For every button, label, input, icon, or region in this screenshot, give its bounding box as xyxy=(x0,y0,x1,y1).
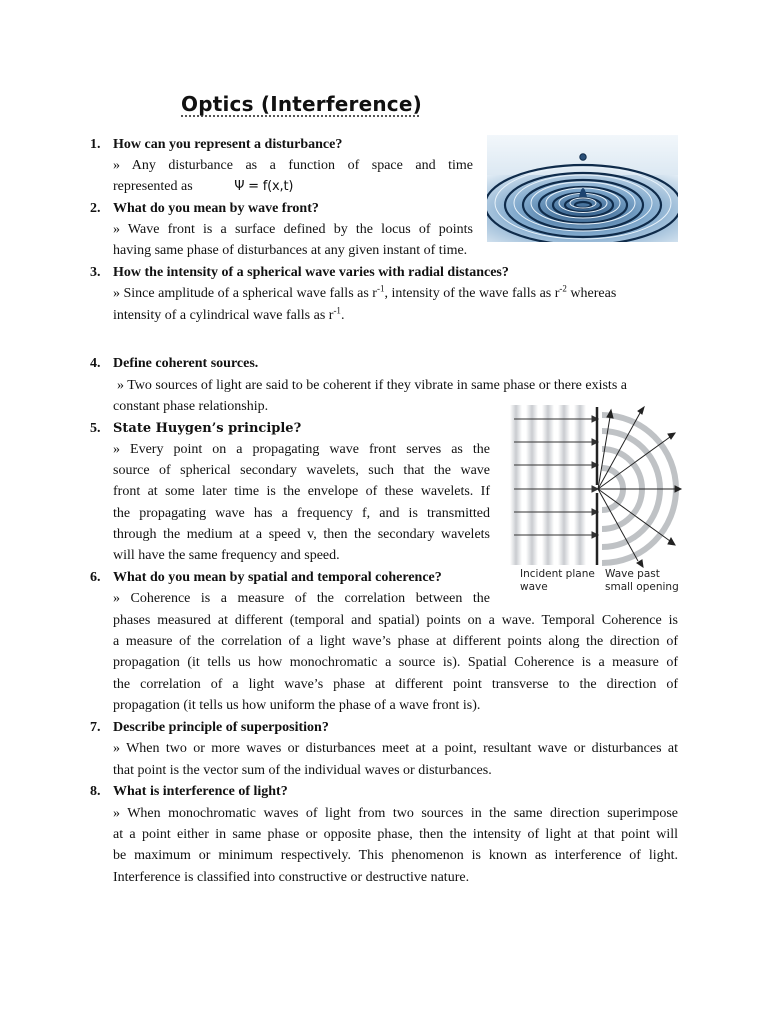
answer-line: Interference is classified into constructive or destructive nature. xyxy=(113,870,470,885)
answer-line: » Coherence is a measure of the correlation between the xyxy=(113,591,490,606)
answer-line: a measure of the correlation of a light wave’s phase at different points along the direction of xyxy=(113,634,678,649)
page-title: Optics (Interference) xyxy=(181,92,422,116)
question-number: 7. xyxy=(90,720,101,735)
huygens-diffraction-diagram xyxy=(508,405,685,568)
answer-line: front at some later time is the envelope of these wavelets. If xyxy=(113,484,490,499)
caption-wave-past-opening xyxy=(605,568,679,594)
answer-line: » Two sources of light are said to be coherent if they vibrate in same phase or there exists a xyxy=(117,378,627,393)
answer-line: » Any disturbance as a function of space and time xyxy=(113,158,473,173)
answer-line: at a point either in same phase or opposite phase, then the intensity of light at that point will xyxy=(113,827,678,842)
question-heading: State Huygen’s principle? xyxy=(113,421,302,436)
question-number: 8. xyxy=(90,784,101,799)
answer-line: source of spherical secondary wavelets, such that the wave xyxy=(113,463,490,478)
question-number: 4. xyxy=(90,356,101,371)
caption-incident-wave xyxy=(520,568,595,594)
answer-line: the correlation of a light wave’s phase at different point transverse to the direction of xyxy=(113,677,678,692)
question-number: 1. xyxy=(90,137,101,152)
answer-text: whereas xyxy=(566,286,617,301)
answer-line: propagation (it tells us how monochromatic a source is). Spatial Coherence is a measure of xyxy=(113,655,678,670)
question-heading: How the intensity of a spherical wave varies with radial distances? xyxy=(113,265,509,280)
answer-line xyxy=(113,283,678,304)
caption-line: Wave past xyxy=(605,568,660,580)
exponent: -2 xyxy=(559,283,567,294)
question-heading: Describe principle of superposition? xyxy=(113,720,329,735)
answer-text: , intensity of the wave falls as r xyxy=(384,286,560,301)
question-heading: What do you mean by wave front? xyxy=(113,201,319,216)
answer-line xyxy=(113,176,293,197)
answer-line: that point is the vector sum of the individual waves or disturbances. xyxy=(113,763,492,778)
answer-line: be maximum or minimum respectively. This phenomenon is known as interference of light. xyxy=(113,848,678,863)
answer-text: » Since amplitude of a spherical wave falls as r xyxy=(113,286,377,301)
question-heading: How can you represent a disturbance? xyxy=(113,137,343,152)
question-number: 5. xyxy=(90,421,101,436)
answer-line: » When two or more waves or disturbances meet at a point, resultant wave or disturbances at xyxy=(113,741,678,756)
caption-line: Incident plane xyxy=(520,568,595,580)
water-drop-ripple-image xyxy=(487,135,678,242)
question-heading: What is interference of light? xyxy=(113,784,288,799)
answer-line: constant phase relationship. xyxy=(113,399,269,414)
question-number: 3. xyxy=(90,265,101,280)
answer-line: » Wave front is a surface defined by the locus of points xyxy=(113,222,473,237)
answer-line: having same phase of disturbances at any given instant of time. xyxy=(113,243,468,258)
answer-line: through the medium at a speed v, then the secondary wavelets xyxy=(113,527,490,542)
answer-line: » When monochromatic waves of light from two sources in the same direction superimpose xyxy=(113,806,678,821)
answer-line: » Every point on a propagating wave front serves as the xyxy=(113,442,490,457)
question-number: 6. xyxy=(90,570,101,585)
wave-formula: Ψ = f(x,t) xyxy=(234,179,294,194)
answer-text: . xyxy=(340,308,345,323)
answer-label: represented as xyxy=(113,179,193,194)
answer-line: will have the same frequency and speed. xyxy=(113,548,340,563)
question-number: 2. xyxy=(90,201,101,216)
question-heading: Define coherent sources. xyxy=(113,356,259,371)
question-heading: What do you mean by spatial and temporal coherence? xyxy=(113,570,442,585)
caption-line: small opening xyxy=(605,581,679,593)
exponent: -1 xyxy=(333,305,341,316)
caption-line: wave xyxy=(520,581,548,593)
answer-line xyxy=(113,305,344,326)
exponent: -1 xyxy=(376,283,385,294)
answer-line: phases measured at different (temporal and spatial) points on a wave. Temporal Coherence is xyxy=(113,613,678,628)
answer-line: the propagating wave has a frequency f, and is transmitted xyxy=(113,506,490,521)
answer-text: intensity of a cylindrical wave falls as r xyxy=(113,308,334,323)
answer-line: propagation (it tells us how uniform the phase of a wave front is). xyxy=(113,698,481,713)
